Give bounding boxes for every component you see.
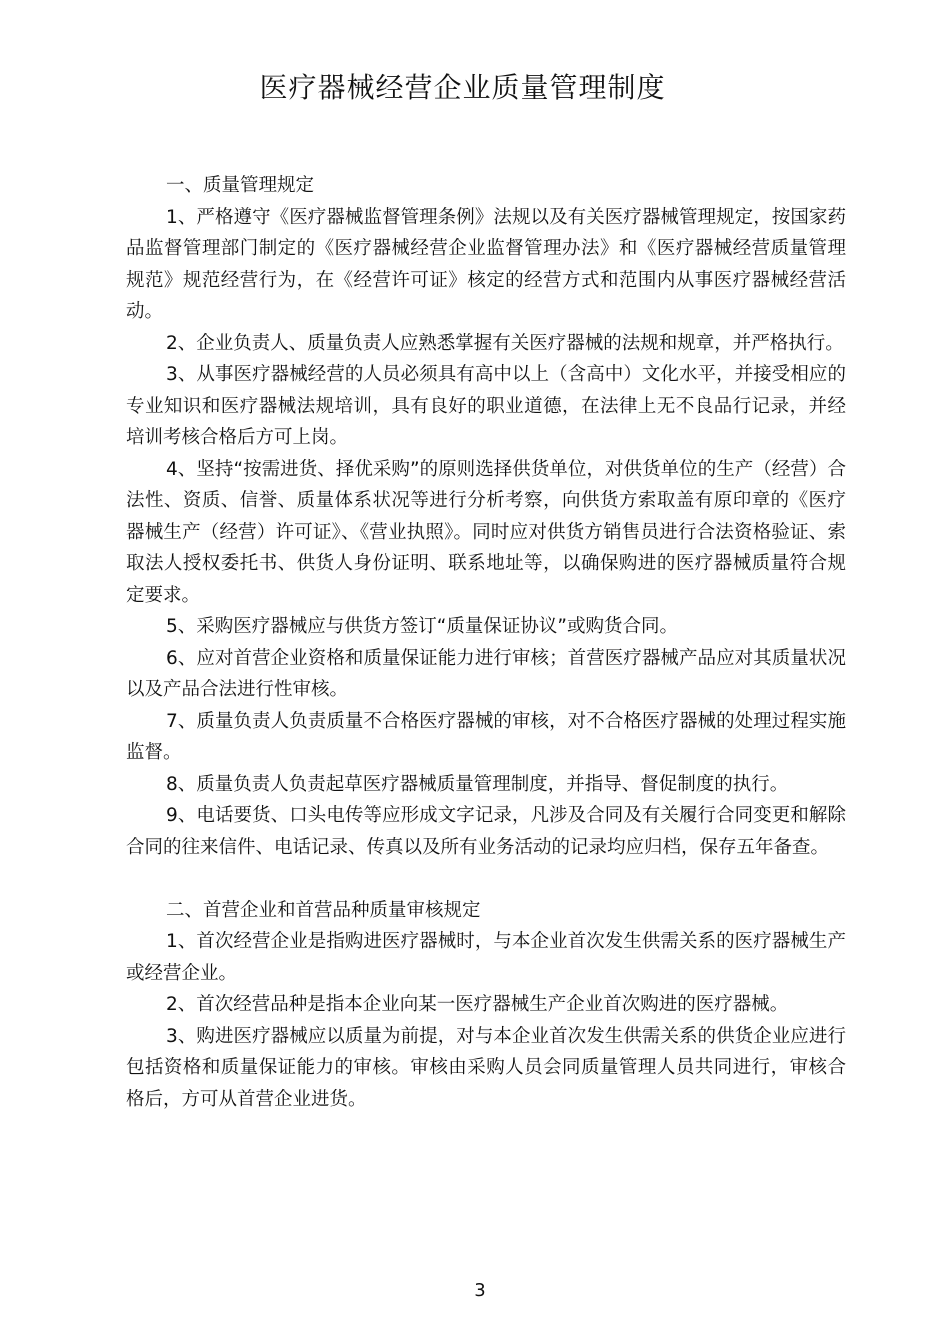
paragraph: 3、购进医疗器械应以质量为前提，对与本企业首次发生供需关系的供货企业应进行包括资格和质量保证能力的审核。审核由采购人员会同质量管理人员共同进行，审核合格后，方可从首营企业进货。 <box>126 1025 846 1110</box>
paragraph: 2、首次经营品种是指本企业向某一医疗器械生产企业首次购进的医疗器械。 <box>166 994 789 1015</box>
section-spacer <box>126 863 846 895</box>
paragraph: 1、严格遵守《医疗器械监督管理条例》法规以及有关医疗器械管理规定，按国家药品监督管理部门制定的《医疗器械经营企业监督管理办法》和《医疗器械经营质量管理规范》规范经营行为，在《经营许可证》核定的经营方式和范围内从事医疗器械经营活动。 <box>126 206 846 322</box>
paragraph: 5、采购医疗器械应与供货方签订“质量保证协议”或购货合同。 <box>166 616 678 637</box>
section-heading: 一、质量管理规定 <box>166 175 315 196</box>
paragraph: 4、坚持“按需进货、择优采购”的原则选择供货单位，对供货单位的生产（经营）合法性、资质、信誉、质量体系状况等进行分析考察，向供货方索取盖有原印章的《医疗器械生产（经营）许可证》、《营业执照》。同时应对供货方销售员进行合法资格验证、索取法人授权委托书、供货人身份证明、联系地址等，以确保购进的医疗器械质量符合规定要求。 <box>126 458 846 606</box>
paragraph: 8、质量负责人负责起草医疗器械质量管理制度，并指导、督促制度的执行。 <box>166 773 789 795</box>
paragraph: 7、质量负责人负责质量不合格医疗器械的审核，对不合格医疗器械的处理过程实施监督。 <box>126 710 846 763</box>
page-number: 3 <box>474 1280 486 1301</box>
section-heading: 二、首营企业和首营品种质量审核规定 <box>166 899 481 921</box>
document-body <box>126 170 846 1115</box>
section-quality-management <box>126 170 846 863</box>
paragraph: 2、企业负责人、质量负责人应熟悉掌握有关医疗器械的法规和规章，并严格执行。 <box>166 332 844 354</box>
paragraph: 6、应对首营企业资格和质量保证能力进行审核；首营医疗器械产品应对其质量状况以及产品合法进行性审核。 <box>126 647 846 700</box>
document-title: 医疗器械经营企业质量管理制度 <box>259 71 666 104</box>
paragraph: 9、电话要货、口头电传等应形成文字记录，凡涉及合同及有关履行合同变更和解除合同的往来信件、电话记录、传真以及所有业务活动的记录均应归档，保存五年备查。 <box>126 805 846 858</box>
paragraph: 3、从事医疗器械经营的人员必须具有高中以上（含高中）文化水平，并接受相应的专业知识和医疗器械法规培训，具有良好的职业道德，在法律上无不良品行记录，并经培训考核合格后方可上岗。 <box>126 364 846 448</box>
paragraph: 1、首次经营企业是指购进医疗器械时，与本企业首次发生供需关系的医疗器械生产或经营企业。 <box>126 931 846 984</box>
section-first-business-review <box>126 895 846 1116</box>
